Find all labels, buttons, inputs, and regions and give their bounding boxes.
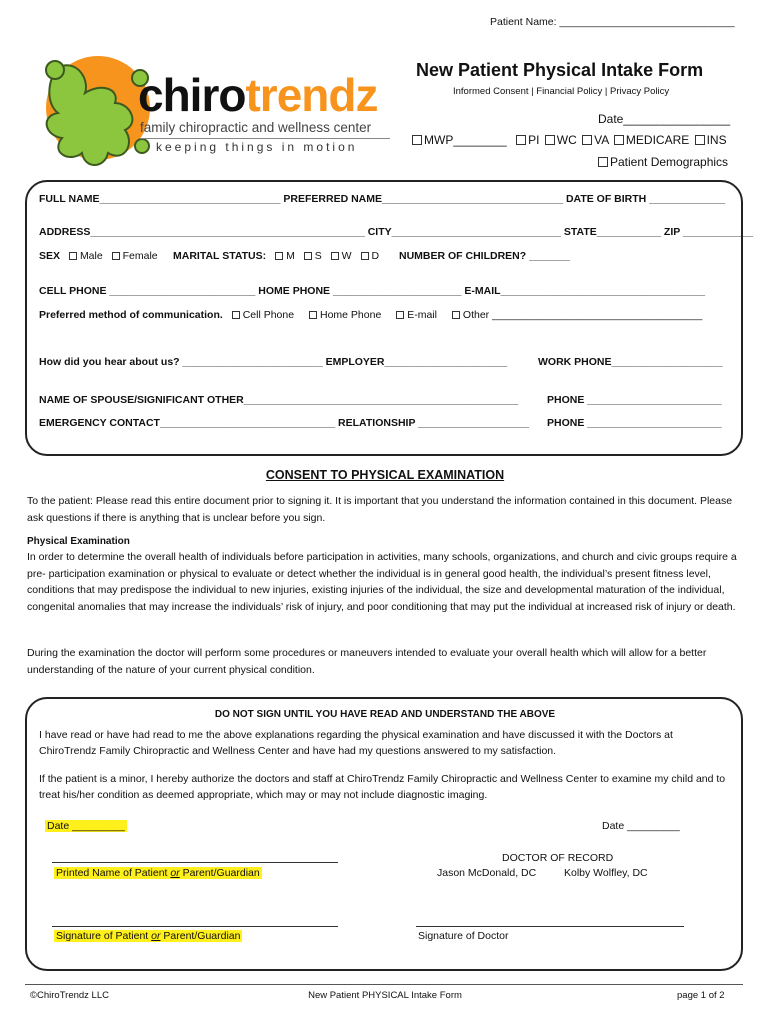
marital-w-checkbox[interactable]: W — [325, 250, 352, 262]
date-field[interactable]: Date________________ — [598, 112, 731, 126]
referral-row[interactable]: How did you hear about us? ________________________ EMPLOYER_____________________ — [39, 356, 508, 368]
brand-name: chirotrendz — [138, 69, 378, 121]
emergency-field[interactable]: EMERGENCY CONTACT______________________________ RELATIONSHIP ___________________ — [39, 417, 530, 429]
printed-name-line[interactable] — [52, 862, 338, 863]
ins-checkbox[interactable]: INS — [693, 133, 727, 147]
form-title: New Patient Physical Intake Form — [416, 60, 704, 80]
doctor-signature-label: Signature of Doctor — [418, 930, 509, 942]
marital-s-checkbox[interactable]: S — [298, 250, 322, 262]
doctor-date-field[interactable]: Date _________ — [602, 820, 680, 832]
footer-copyright: ©ChiroTrendz LLC — [30, 990, 109, 1001]
consent-heading: CONSENT TO PHYSICAL EXAMINATION — [265, 468, 505, 482]
sex-row: SEX Male Female — [39, 250, 158, 262]
consent-intro: To the patient: Please read this entire document prior to signing it. It is important that you understand the information contained in this document. Please ask questions if there is anything that is unclear before you sign. — [27, 495, 733, 524]
insurance-options — [410, 133, 727, 147]
footer-form-name: New Patient PHYSICAL Intake Form — [308, 990, 462, 1001]
physical-exam-text: In order to determine the overall health of individuals before participation in activities, many schools, organizations, and church and civic groups require a pre- participation examination or physical to evaluate or detect whether the individual is in general good health, the individual’s present fitness level, conditions that may predispose the individual to new injuries, existing injuries of the individual, the size and developmental maturation of the individual, congenital anomalies that may increase the individuals’ risk of injury, and poor conditioning that may put the individual at increased risk of injury or death. — [27, 551, 737, 613]
marital-d-checkbox[interactable]: D — [355, 250, 380, 262]
doctor-of-record-label: DOCTOR OF RECORD — [502, 852, 614, 864]
va-checkbox[interactable]: VA — [580, 133, 608, 147]
emergency-phone-field[interactable]: PHONE _______________________ — [547, 417, 722, 429]
patient-signature-line[interactable] — [52, 926, 338, 927]
marital-m-checkbox[interactable]: M — [269, 250, 295, 262]
mwp-checkbox[interactable]: MWP________ — [410, 133, 507, 147]
email-checkbox[interactable]: E-mail — [390, 309, 437, 321]
cell-phone-checkbox[interactable]: Cell Phone — [226, 309, 294, 321]
patient-date-field[interactable]: Date _________ — [47, 820, 125, 832]
patient-name-field[interactable]: Patient Name: ______________________________ — [490, 16, 735, 28]
brand-tagline: family chiropractic and wellness center — [140, 120, 372, 135]
examination-text: During the examination the doctor will perform some procedures or maneuvers intended to evaluate your overall health which will allow for a better understanding of the nature of your current physical condition. — [27, 647, 707, 676]
form-subtitle: Informed Consent | Financial Policy | Privacy Policy — [453, 86, 670, 97]
minor-authorization-text: If the patient is a minor, I hereby authorize the doctors and staff at ChiroTrendz Family Chiropractic and Wellness Center to examine my child and to treat his/her condition as deemed appropriate, which may or may not include diagnostic imaging. — [39, 773, 726, 801]
footer-page-number: page 1 of 2 — [677, 990, 725, 1001]
printed-name-label: Printed Name of Patient or Parent/Guardian — [56, 867, 260, 879]
doctor-name-2: Kolby Wolfley, DC — [564, 867, 648, 879]
marital-row: MARITAL STATUS: M S W D — [173, 250, 380, 262]
physical-exam-heading: Physical Examination — [27, 536, 130, 547]
communication-row: Preferred method of communication. Cell Phone Home Phone E-mail Other ____________________________________ — [39, 309, 703, 321]
medicare-checkbox[interactable]: MEDICARE — [612, 133, 689, 147]
phone-row[interactable]: CELL PHONE _________________________ HOME PHONE ______________________ E-MAIL___________________________________ — [39, 285, 705, 297]
work-phone-field[interactable]: WORK PHONE___________________ — [538, 356, 723, 368]
full-name-row[interactable]: FULL NAME_______________________________ PREFERRED NAME_______________________________ DATE OF BIRTH _____________ — [39, 193, 726, 205]
male-checkbox[interactable]: Male — [63, 250, 103, 262]
doctor-signature-line[interactable] — [416, 926, 684, 927]
children-field[interactable]: NUMBER OF CHILDREN? _______ — [399, 250, 570, 262]
spouse-field[interactable]: NAME OF SPOUSE/SIGNIFICANT OTHER_______________________________________________ — [39, 394, 519, 406]
patient-signature-label: Signature of Patient or Parent/Guardian — [56, 930, 241, 942]
logo — [30, 48, 410, 173]
acknowledgement-text: I have read or have had read to me the above explanations regarding the physical examination and have discussed it with the Doctors at ChiroTrendz Family Chiropractic and Wellness Center and have had my questions answered to my satisfaction. — [39, 729, 673, 757]
female-checkbox[interactable]: Female — [106, 250, 158, 262]
pi-checkbox[interactable]: PI — [514, 133, 539, 147]
spouse-phone-field[interactable]: PHONE _______________________ — [547, 394, 722, 406]
home-phone-checkbox[interactable]: Home Phone — [303, 309, 381, 321]
wc-checkbox[interactable]: WC — [543, 133, 577, 147]
demographics-checkbox[interactable]: Patient Demographics — [596, 155, 728, 169]
doctor-name-1: Jason McDonald, DC — [437, 867, 537, 879]
brand-slogan: keeping things in motion — [156, 140, 358, 154]
address-row[interactable]: ADDRESS_______________________________________________ CITY_____________________________ STATE___________ ZIP ____________ — [39, 226, 754, 238]
other-checkbox[interactable]: Other ____________________________________ — [446, 309, 702, 321]
signature-warning: DO NOT SIGN UNTIL YOU HAVE READ AND UNDERSTAND THE ABOVE — [214, 709, 556, 720]
